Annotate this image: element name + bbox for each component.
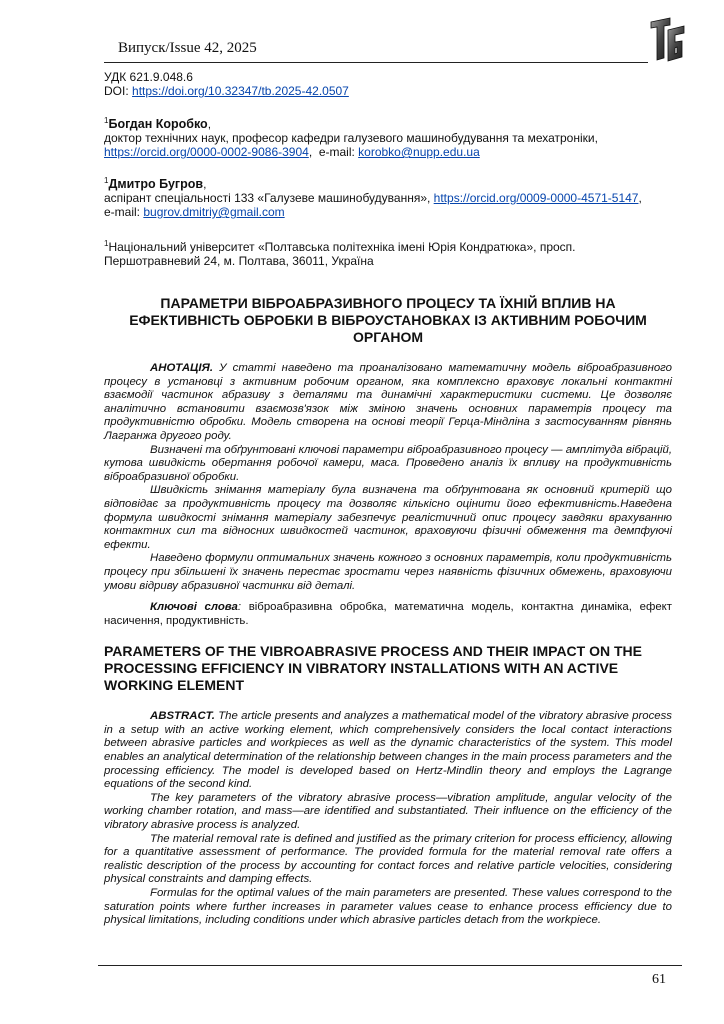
doi-link[interactable]: https://doi.org/10.32347/tb.2025-42.0507 — [132, 84, 349, 98]
author-2 — [104, 177, 672, 219]
keywords-ua-separator: : — [237, 601, 249, 614]
author-2-name-line: $^1$Дмитро Бугров, — [104, 176, 207, 191]
affiliation — [104, 240, 672, 268]
abstract-ua-label: АНОТАЦІЯ. — [150, 362, 213, 374]
keywords-ua-text: віброабразивна обробка, математична модель, контактна динаміка, ефект насичення, продуктивність. — [104, 601, 672, 627]
affiliation-text: Національний університет «Полтавська політехніка імені Юрія Кондратюка», просп. Першотравневий 24, м. Полтава, 36011, Україна — [104, 240, 576, 268]
title-english: PARAMETERS OF THE VIBROABRASIVE PROCESS AND THEIR IMPACT ON THE PROCESSING EFFICIENCY IN VIBRATORY INSTALLATIONS WITH AN ACTIVE WORKING ELEMENT — [104, 643, 642, 694]
author-1-contacts — [104, 145, 672, 159]
doi-line — [104, 84, 672, 98]
affiliation-sup: 1 — [104, 239, 109, 248]
author-2-email-label: e-mail: — [104, 205, 144, 219]
abstract-ua-paragraph — [104, 362, 672, 444]
author-1-name: Богдан Коробко — [108, 117, 208, 131]
abstract-en-paragraph: Formulas for the optimal values of the main parameters are presented. These values correspond to the saturation points where further increases in parameter values cease to enhance process efficiency due to physical limitations, including conditions under which abrasive particles detach from the workpiece. — [104, 887, 672, 927]
paper-content — [104, 70, 672, 928]
journal-logo-icon — [648, 14, 690, 66]
author-2-position-line: аспірант спеціальності 133 «Галузеве машинобудування», https://orcid.org/0009-0000-4571-5147, — [104, 191, 642, 205]
abstract-ua-paragraph: Наведено формули оптимальних значень кожного з основних параметрів, коли продуктивність процесу при збільшені їх значень перестає зростати через наявність фізичних обмежень, враховуючи умови відриву абразивної частинки від деталі. — [104, 552, 672, 592]
abstract-en-paragraph: The material removal rate is defined and justified as the primary criterion for process efficiency, allowing for a quantitative assessment of performance. The provided formula for the material removal rate offers a realistic description of the process by accounting for contact forces and relative particle velocities, considering physical constraints and damping effects. — [104, 832, 672, 886]
abstract-en-label: ABSTRACT. — [150, 710, 215, 723]
abstract-en-text: The article presents and analyzes a mathematical model of the vibratory abrasive process in a setup with an active working element, which comprehensively considers the local contact interactions between abrasive particles and workpieces as well as the dynamic characteristics of the system. This model enables an analytical determination of the relationship between changes in the main process parameters and the processing efficiency. The model is developed based on Hertz-Mindlin theory and employs the Lagrange equations of the second kind. — [104, 710, 672, 791]
doi-label: DOI: — [104, 84, 133, 98]
abstract-en-paragraph — [104, 710, 672, 792]
abstract-english — [104, 710, 672, 928]
abstract-ukrainian — [104, 362, 672, 593]
abstract-ua-paragraph: Швидкість знімання матеріалу була визначена та обґрунтована як основний критерій що відповідає за продуктивність процесу та дозволяє кількісно оцінити його ефективність.Наведена формула швидкості знімання матеріалу забезпечує реалістичний опис процесу завдяки врахуванню контактних сил та відносних швидкостей частинок, враховуючи фізичні обмеження та демпфуючі ефекти. — [104, 484, 672, 551]
author-2-orcid-link[interactable]: https://orcid.org/0009-0000-4571-5147 — [433, 191, 639, 205]
author-2-sup: 1 — [104, 176, 109, 185]
article-meta — [104, 70, 672, 98]
header-divider — [104, 62, 648, 63]
journal-issue-label: Випуск/Issue 42, 2025 — [118, 40, 257, 56]
author-1-name-line: $^1$Богдан Коробко, — [104, 116, 212, 131]
author-2-email-link[interactable]: bugrov.dmitriy@gmail.com — [143, 205, 285, 219]
author-1-orcid-link[interactable]: https://orcid.org/0000-0002-9086-3904 — [104, 145, 309, 159]
author-2-contacts — [104, 205, 672, 219]
abstract-ua-text: У статті наведено та проаналізовано математичну модель віброабразивного процесу в установці з активним робочим органом, яка комплексно враховує локальні контактні взаємодії частинок абразиву з деталями та динамічні характеристики системи. Це дозволяє аналітично встановити взаємозв'язок між зміною значень основних параметрів процесу та продуктивністю обробки. Модель створена на основі теорії Герца-Міндліна з застосуванням рівнянь Лагранжа другого роду. — [104, 362, 672, 442]
abstract-en-paragraph: The key parameters of the vibratory abrasive process—vibration amplitude, angular velocity of the working chamber rotation, and mass—are identified and substantiated. Their influence on the efficiency of the vibratory abrasive process is analyzed. — [104, 791, 672, 832]
author-1-email-link[interactable]: korobko@nupp.edu.ua — [358, 145, 480, 159]
udc-code: УДК 621.9.048.6 — [104, 70, 193, 84]
author-1-sup: 1 — [104, 116, 109, 125]
footer-divider — [98, 965, 682, 966]
author-2-name: Дмитро Бугров — [108, 177, 204, 191]
keywords-ukrainian — [104, 601, 672, 628]
page-number: 61 — [652, 972, 666, 987]
title-ukrainian: ПАРАМЕТРИ ВІБРОАБРАЗИВНОГО ПРОЦЕСУ ТА ЇХНІЙ ВПЛИВ НА ЕФЕКТИВНІСТЬ ОБРОБКИ В ВІБРОУСТАНОВКАХ ІЗ АКТИВНИМ РОБОЧИМ ОРГАНОМ — [129, 295, 647, 345]
author-1-position: доктор технічних наук, професор кафедри галузевого машинобудування та мехатроніки, — [104, 131, 598, 145]
keywords-ua-label: Ключові слова — [150, 601, 238, 614]
author-1 — [104, 117, 672, 159]
abstract-ua-paragraph: Визначені та обґрунтовані ключові параметри віброабразивного процесу — амплітуда вібрацій, кутова швидкість обертання робочої камери, маса. Проведено аналіз їх впливу на продуктивність віброабразивної обробки. — [104, 443, 672, 483]
author-1-email-label: , e-mail: — [308, 145, 359, 159]
author-2-position: аспірант спеціальності 133 «Галузеве машинобудування», — [104, 191, 434, 205]
